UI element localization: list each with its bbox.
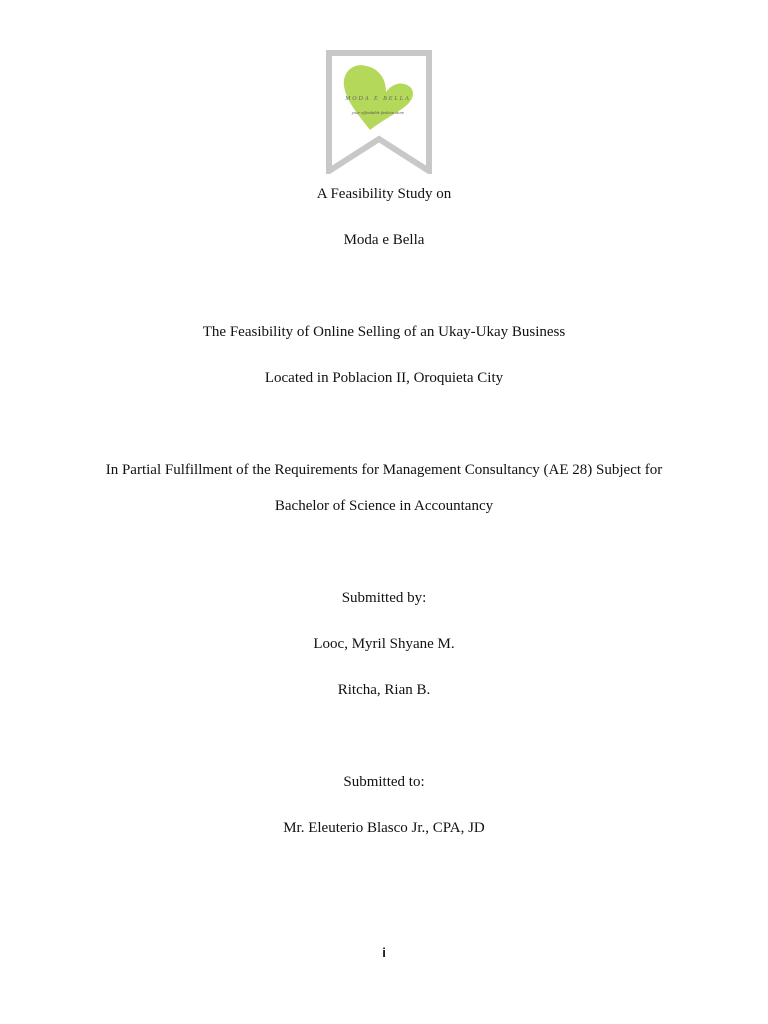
logo-brand-text: MODA E BELLA (345, 96, 411, 102)
author-name: Looc, Myril Shyane M. (313, 636, 455, 652)
ribbon-heart-logo-icon (326, 50, 432, 174)
moda-e-bella-logo (326, 50, 432, 174)
page-number: i (382, 945, 386, 960)
submitted-to-label: Submitted to: (343, 774, 425, 790)
subtitle-line-2: Located in Poblacion II, Oroquieta City (264, 370, 504, 386)
submitted-by-label: Submitted by: (341, 590, 427, 606)
fulfillment-line-2: Bachelor of Science in Accountancy (274, 498, 494, 514)
author-name: Ritcha, Rian B. (337, 682, 431, 698)
fulfillment-line-1: In Partial Fulfillment of the Requirements for Management Consultancy (AE 28) Subject for (105, 462, 663, 478)
adviser-name: Mr. Eleuterio Blasco Jr., CPA, JD (283, 820, 485, 836)
subtitle-line-1: The Feasibility of Online Selling of an Ukay-Ukay Business (202, 324, 566, 340)
logo-tagline-text: your affordable fashion store (351, 110, 405, 115)
title-line-2: Moda e Bella (343, 232, 425, 248)
title-line-1: A Feasibility Study on (316, 186, 452, 202)
